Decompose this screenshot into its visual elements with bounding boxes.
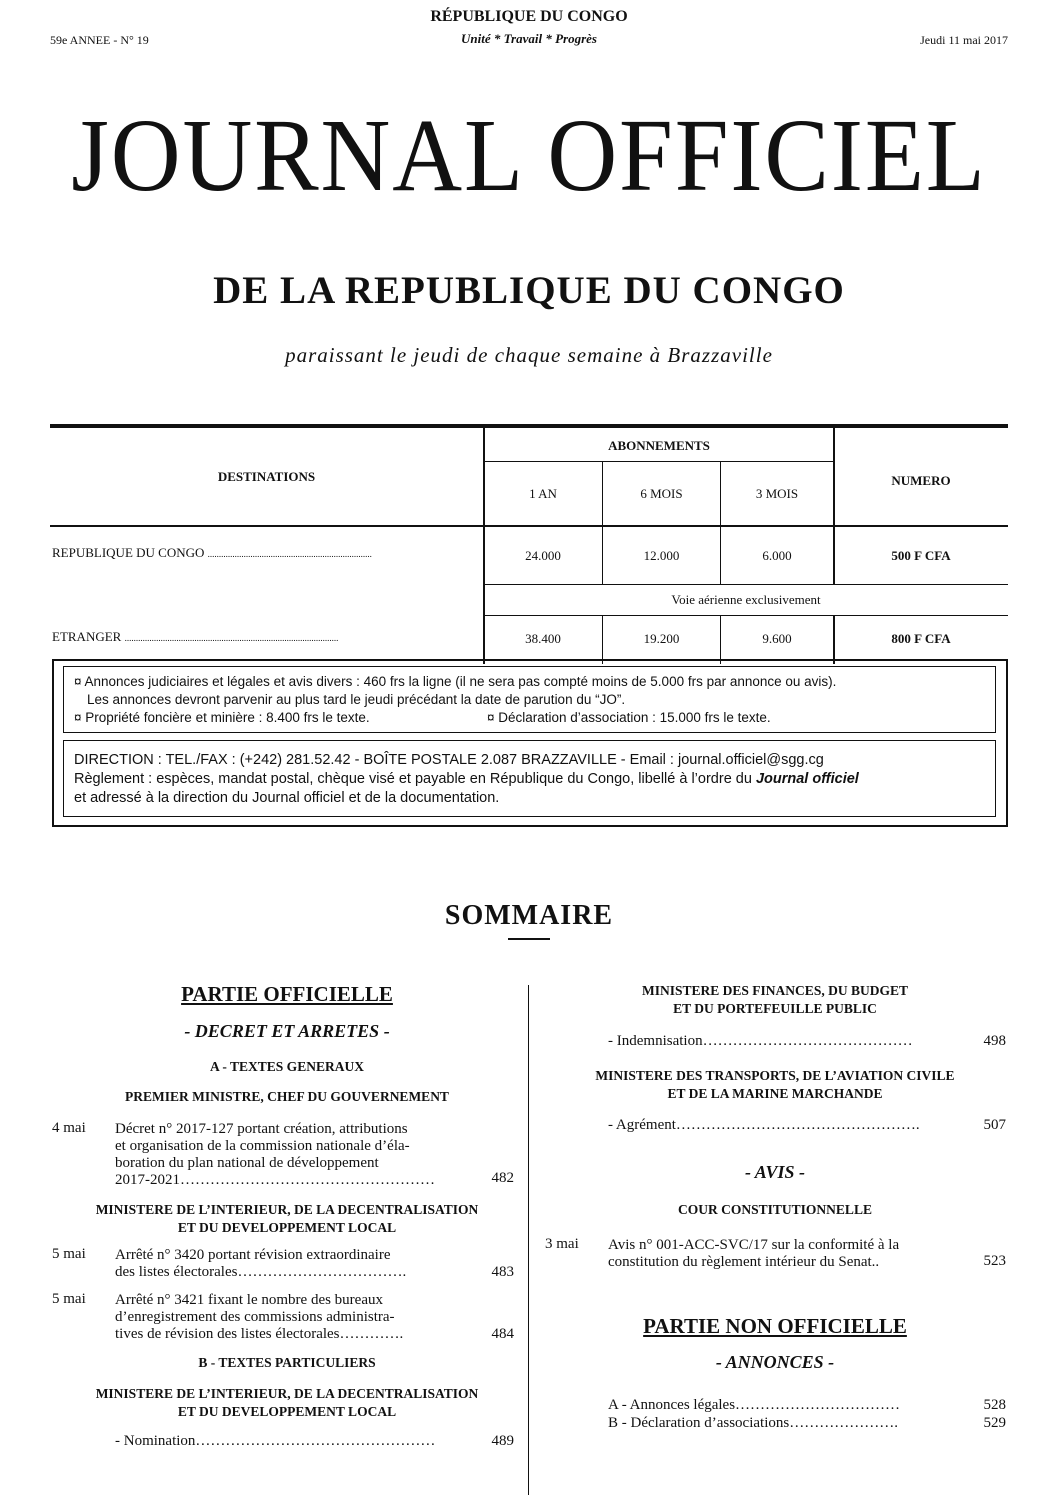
- col-6mois: 6 MOIS: [640, 486, 683, 501]
- row-congo-label: REPUBLIQUE DU CONGO .........................................................................: [52, 545, 372, 560]
- entry-date: 3 mai: [545, 1236, 579, 1252]
- congo-numero: 500 F CFA: [891, 548, 951, 563]
- etranger-numero: 800 F CFA: [891, 631, 951, 646]
- toc-entry: [608, 1237, 978, 1271]
- toc-entry: A - Annonces légales……………………………: [608, 1397, 901, 1413]
- entry-line: Décret n° 2017-127 portant création, attributions: [115, 1121, 408, 1137]
- partie-officielle-heading: PARTIE OFFICIELLE: [181, 982, 393, 1006]
- numero-header: NUMERO: [891, 473, 951, 488]
- toc-entry: [115, 1247, 485, 1281]
- page-number: 507: [983, 1117, 1006, 1133]
- entry-line: constitution du règlement intérieur du Senat..: [608, 1254, 880, 1270]
- direction-line: et adressé à la direction du Journal officiel et de la documentation.: [74, 790, 500, 806]
- table-rule: [484, 461, 834, 462]
- heading-line: MINISTERE DE L’INTERIEUR, DE LA DECENTRALISATION: [95, 1386, 479, 1401]
- table-top-rule: [50, 424, 1008, 428]
- ministry-heading: PREMIER MINISTRE, CHEF DU GOUVERNEMENT: [125, 1089, 449, 1104]
- textes-generaux-heading: A - TEXTES GENERAUX: [210, 1059, 364, 1074]
- row-etranger-label: ETRANGER ...............................................................................................: [52, 629, 339, 644]
- direction-box: [63, 740, 996, 817]
- col-3mois: 3 MOIS: [755, 486, 799, 501]
- journal-name: Journal officiel: [755, 771, 859, 787]
- column-divider: [528, 985, 529, 1495]
- heading-line: ET DU PORTEFEUILLE PUBLIC: [673, 1001, 877, 1016]
- entry-line: des listes électorales…………………………….: [115, 1264, 407, 1280]
- entry-date: 5 mai: [52, 1246, 86, 1262]
- row-label: REPUBLIQUE DU CONGO: [52, 545, 205, 560]
- issue-number: 59e ANNEE - N° 19: [50, 33, 149, 47]
- direction-line: DIRECTION : TEL./FAX : (+242) 281.52.42 - BOÎTE POSTALE 2.087 BRAZZAVILLE - Email : journal.officiel@sgg.cg: [74, 752, 824, 768]
- table-rule: [484, 615, 1008, 616]
- ministry-heading: [52, 1201, 522, 1237]
- entry-line: Arrêté n° 3420 portant révision extraordinaire: [115, 1247, 391, 1263]
- ministry-heading: [540, 982, 1010, 1018]
- annonces-heading: - ANNONCES -: [715, 1352, 835, 1372]
- heading-line: MINISTERE DE L’INTERIEUR, DE LA DECENTRALISATION: [95, 1202, 479, 1217]
- row-label: ETRANGER: [52, 629, 122, 644]
- entry-line: boration du plan national de développement: [115, 1155, 379, 1171]
- notice-line: Les annonces devront parvenir au plus tard le jeudi précédant la date de parution du “JO”.: [87, 692, 626, 707]
- page-number: 489: [491, 1433, 514, 1449]
- page-number: 529: [983, 1415, 1006, 1431]
- notice-line: ¤ Déclaration d’association : 15.000 frs le texte.: [487, 710, 771, 725]
- issue-date: Jeudi 11 mai 2017: [920, 33, 1008, 47]
- congo-3mois: 6.000: [762, 548, 792, 563]
- partie-non-officielle-heading: PARTIE NON OFFICIELLE: [643, 1314, 907, 1338]
- ministry-heading: [540, 1067, 1010, 1103]
- textes-particuliers-heading: B - TEXTES PARTICULIERS: [198, 1355, 376, 1370]
- masthead-title: JOURNAL OFFICIEL: [71, 98, 987, 213]
- toc-entry: [115, 1121, 485, 1189]
- motto: Unité * Travail * Progrès: [460, 31, 597, 46]
- table-divider: [720, 462, 721, 584]
- toc-entry: - Indemnisation……………………………………: [608, 1033, 913, 1049]
- toc-entry: [115, 1292, 485, 1343]
- entry-date: 5 mai: [52, 1291, 86, 1307]
- etranger-1an: 38.400: [525, 631, 561, 646]
- masthead-subtitle: DE LA REPUBLIQUE DU CONGO: [213, 269, 845, 312]
- direction-line: [74, 770, 859, 788]
- republic-name: RÉPUBLIQUE DU CONGO: [430, 8, 628, 25]
- notice-line: ¤ Annonces judiciaires et légales et avis divers : 460 frs la ligne (il ne sera pas compté moins de 5.000 frs par annonce ou avis).: [74, 674, 837, 689]
- entry-line: 2017-2021……………………………………………: [115, 1172, 435, 1188]
- page-number: 483: [491, 1264, 514, 1280]
- air-note: Voie aérienne exclusivement: [671, 592, 821, 607]
- table-divider: [483, 428, 485, 664]
- heading-line: MINISTERE DES TRANSPORTS, DE L’AVIATION CIVILE: [595, 1068, 955, 1083]
- heading-line: ET DE LA MARINE MARCHANDE: [667, 1086, 883, 1101]
- entry-date: 4 mai: [52, 1120, 86, 1136]
- etranger-3mois: 9.600: [762, 631, 792, 646]
- page-number: 498: [983, 1033, 1006, 1049]
- etranger-6mois: 19.200: [643, 631, 680, 646]
- page-number: 484: [491, 1326, 514, 1342]
- abonnements-header: ABONNEMENTS: [608, 438, 710, 453]
- page-number: 482: [491, 1170, 514, 1186]
- notice-line: ¤ Propriété foncière et minière : 8.400 frs le texte.: [74, 710, 370, 725]
- table-rule: [50, 525, 1008, 527]
- col-1an: 1 AN: [529, 486, 557, 501]
- table-divider: [602, 462, 603, 584]
- decret-heading: - DECRET ET ARRETES -: [184, 1021, 390, 1041]
- avis-heading: - AVIS -: [744, 1162, 805, 1182]
- rates-box: [63, 666, 996, 733]
- direction-text: Règlement : espèces, mandat postal, chèque visé et payable en République du Congo, libellé à l’ordre du: [74, 771, 756, 787]
- heading-line: MINISTERE DES FINANCES, DU BUDGET: [642, 983, 908, 998]
- entry-line: d’enregistrement des commissions administra-: [115, 1309, 395, 1325]
- sommaire-underline: [508, 938, 550, 940]
- congo-6mois: 12.000: [643, 548, 680, 563]
- ministry-heading: [52, 1385, 522, 1421]
- page-number: 528: [983, 1397, 1006, 1413]
- entry-line: Arrêté n° 3421 fixant le nombre des bureaux: [115, 1292, 383, 1308]
- destinations-header: DESTINATIONS: [217, 469, 316, 484]
- table-rule: [484, 584, 1008, 585]
- heading-line: ET DU DEVELOPPEMENT LOCAL: [177, 1220, 397, 1235]
- sommaire-title: SOMMAIRE: [444, 900, 614, 931]
- cour-heading: COUR CONSTITUTIONNELLE: [678, 1202, 872, 1217]
- congo-1an: 24.000: [525, 548, 561, 563]
- toc-entry: - Agrément………………………………………….: [608, 1117, 920, 1133]
- heading-line: ET DU DEVELOPPEMENT LOCAL: [177, 1404, 397, 1419]
- toc-entry: B - Déclaration d’associations………………….: [608, 1415, 898, 1431]
- entry-line: tives de révision des listes électorales………….: [115, 1326, 404, 1342]
- toc-entry: - Nomination…………………………………………: [115, 1433, 436, 1449]
- entry-line: et organisation de la commission nationale d’éla-: [115, 1138, 410, 1154]
- page-number: 523: [983, 1253, 1006, 1269]
- entry-line: Avis n° 001-ACC-SVC/17 sur la conformité à la: [608, 1237, 900, 1253]
- tagline: paraissant le jeudi de chaque semaine à Brazzaville: [285, 343, 773, 367]
